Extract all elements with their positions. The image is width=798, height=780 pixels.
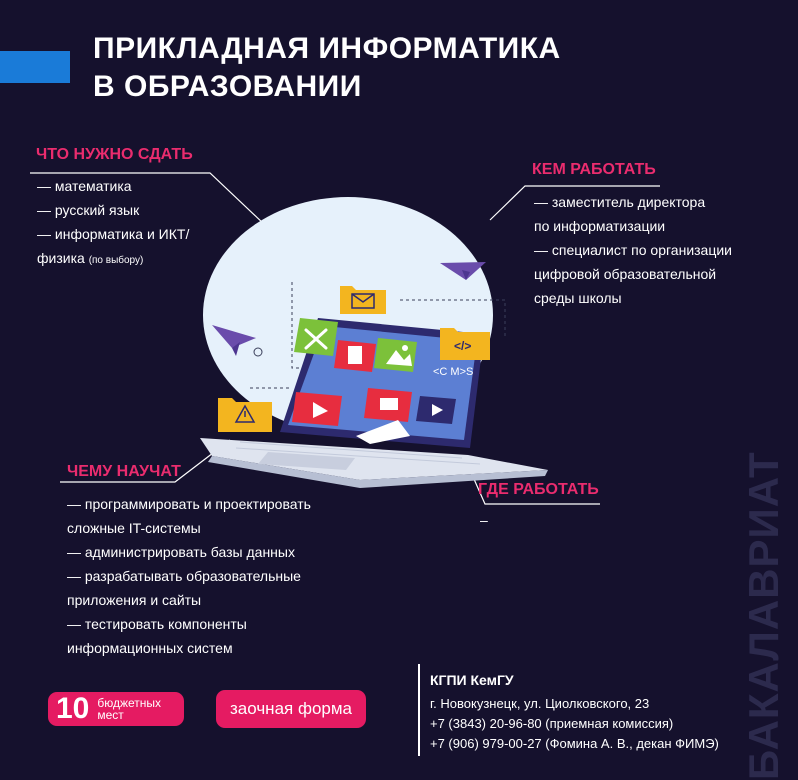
video-icon — [416, 396, 456, 424]
warning-icon — [218, 398, 272, 432]
skills-heading: ЧЕМУ НАУЧАТ — [67, 463, 181, 480]
exam-option: физика — [37, 250, 85, 266]
exams-heading: ЧТО НУЖНО СДАТЬ — [36, 146, 193, 163]
list-item: — специалист по организации — [534, 242, 733, 258]
contacts-divider — [418, 664, 420, 756]
list-item: информационных систем — [67, 640, 233, 656]
contacts-block — [430, 672, 719, 754]
list-item: — информатика и ИКТ/ — [37, 226, 190, 242]
list-item: — математика — [37, 178, 132, 194]
list-item: — программировать и проектировать — [67, 496, 311, 512]
workplaces-heading: ГДЕ РАБОТАТЬ — [478, 481, 599, 498]
title-line-1: ПРИКЛАДНАЯ ИНФОРМАТИКА — [93, 32, 561, 65]
phone-dean: +7 (906) 979-00-27 (Фомина А. В., декан ФИМЭ) — [430, 736, 719, 751]
seats-badge — [48, 692, 184, 726]
exam-note: (по выбору) — [88, 255, 144, 266]
careers-list — [534, 190, 732, 310]
list-item: среды школы — [534, 290, 622, 306]
skills-list — [67, 492, 311, 660]
study-form-badge — [216, 690, 366, 728]
list-item: — администрировать базы данных — [67, 544, 295, 560]
code-snippet: <C M>S — [433, 366, 474, 378]
list-item: сложные IT-системы — [67, 520, 201, 536]
svg-text:</>: </> — [454, 339, 472, 353]
seats-label-line-2: мест — [97, 708, 124, 722]
list-item — [37, 246, 189, 273]
list-item: — русский язык — [37, 202, 140, 218]
list-item: — заместитель директора — [534, 194, 706, 210]
code-icon — [440, 328, 490, 360]
workplaces-value: – — [480, 512, 488, 528]
side-label: БАКАЛАВРИАТ — [740, 451, 787, 780]
list-item: цифровой образовательной — [534, 266, 717, 282]
study-form-label: заочная форма — [230, 699, 352, 718]
careers-heading: КЕМ РАБОТАТЬ — [532, 161, 656, 178]
list-item: приложения и сайты — [67, 592, 202, 608]
list-item: по информатизации — [534, 218, 666, 234]
title-line-2: В ОБРАЗОВАНИИ — [93, 70, 362, 103]
envelope-icon — [340, 286, 386, 314]
document-icon — [334, 340, 376, 372]
share-icon — [364, 388, 412, 422]
seats-label — [97, 697, 161, 721]
phone-admissions: +7 (3843) 20-96-80 (приемная комиссия) — [430, 716, 674, 731]
seats-label-line-1: бюджетных — [97, 696, 162, 710]
exams-list — [37, 174, 189, 273]
play-icon — [292, 392, 342, 426]
image-icon — [374, 338, 417, 372]
address: г. Новокузнецк, ул. Циолковского, 23 — [430, 696, 650, 711]
list-item: — тестировать компоненты — [67, 616, 247, 632]
seats-number: 10 — [56, 692, 90, 725]
tools-icon — [294, 318, 338, 356]
org-name: КГПИ КемГУ — [430, 672, 514, 688]
list-item: — разрабатывать образовательные — [67, 568, 301, 584]
